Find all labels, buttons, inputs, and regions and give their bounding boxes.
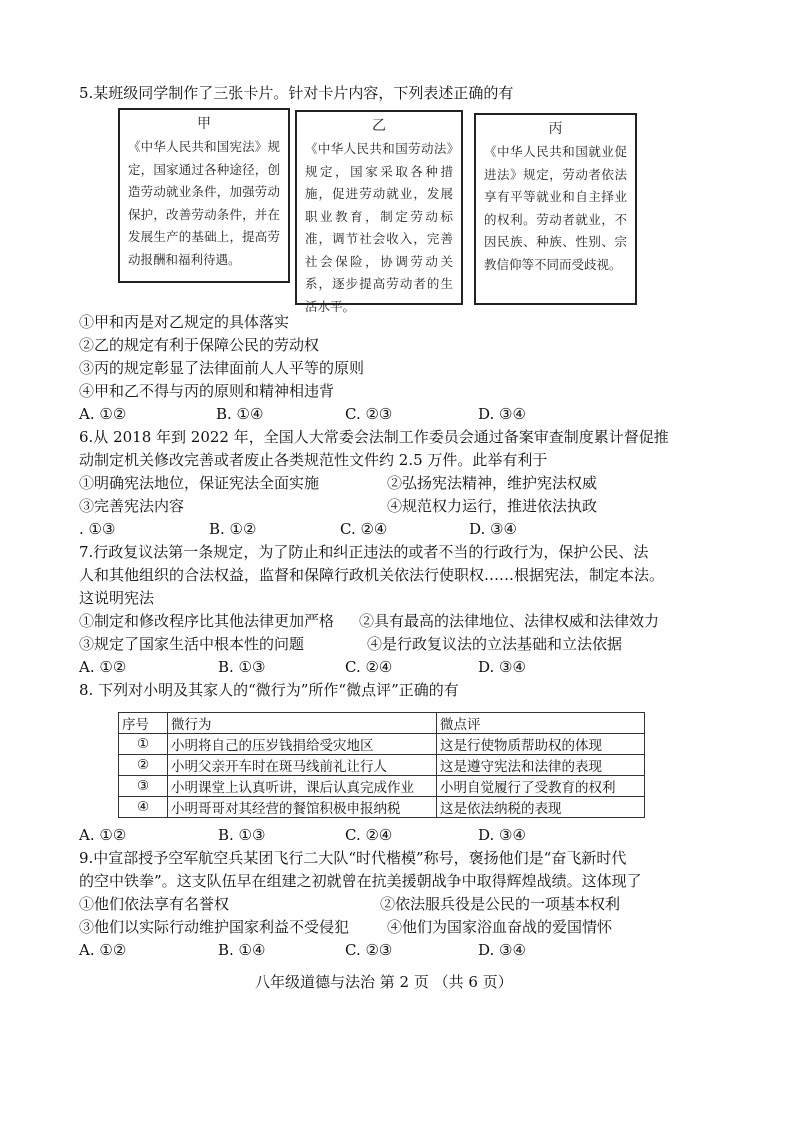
q5-statement-2: ②乙的规定有利于保障公民的劳动权 xyxy=(79,336,320,354)
q6-statement-2: ②弘扬宪法精神，维护宪法权威 xyxy=(387,474,598,492)
table-cell: ② xyxy=(119,755,168,776)
card-bing-title: 丙 xyxy=(548,121,563,137)
table-cell: 这是遵守宪法和法律的表现 xyxy=(437,755,645,776)
q6-statement-4: ④规范权力运行，推进依法执政 xyxy=(387,497,598,515)
q5-option-a: A. ①② xyxy=(79,405,127,423)
q5-statement-3: ③丙的规定彰显了法律面前人人平等的原则 xyxy=(79,359,365,377)
table-row xyxy=(119,755,645,776)
table-row xyxy=(119,734,645,755)
card-jia xyxy=(118,108,290,283)
card-bing xyxy=(474,113,637,305)
table-header-cell: 微行为 xyxy=(168,713,437,734)
card-yi xyxy=(295,110,463,314)
q6-statement-3: ③完善宪法内容 xyxy=(79,497,185,515)
q6-stem-line-2: 动制定机关修改完善或者废止各类规范性文件约 2.5 万件。此举有利于 xyxy=(79,451,548,469)
table-cell: 小明哥哥对其经营的餐馆积极申报纳税 xyxy=(168,797,437,818)
table-cell: 小明父亲开车时在斑马线前礼让行人 xyxy=(168,755,437,776)
table-cell: 这是行使物质帮助权的体现 xyxy=(437,734,645,755)
q9-option-a: A. ①② xyxy=(79,941,127,959)
q6-option-b: B. ①② xyxy=(209,520,257,538)
q6-statement-1: ①明确宪法地位，保证宪法全面实施 xyxy=(79,474,320,492)
q5-statement-1: ①甲和丙是对乙规定的具体落实 xyxy=(79,313,290,331)
q6-stem-line-1: 6.从 2018 年到 2022 年，全国人大常委会法制工作委员会通过备案审查制度累计督促推 xyxy=(79,428,669,446)
q5-stem: 5.某班级同学制作了三张卡片。针对卡片内容，下列表述正确的有 xyxy=(79,84,514,102)
table-cell: 这是依法纳税的表现 xyxy=(437,797,645,818)
q7-option-a: A. ①② xyxy=(79,658,127,676)
q8-option-d: D. ③④ xyxy=(478,826,526,844)
q5-statement-4: ④甲和乙不得与丙的原则和精神相违背 xyxy=(79,382,335,400)
q5-option-c: C. ②③ xyxy=(345,405,393,423)
table-cell: 小明自觉履行了受教育的权利 xyxy=(437,776,645,797)
q9-statement-2: ②依法服兵役是公民的一项基本权利 xyxy=(380,895,621,913)
q9-option-d: D. ③④ xyxy=(478,941,526,959)
q9-option-c: C. ②③ xyxy=(345,941,393,959)
table-cell: ① xyxy=(119,734,168,755)
q7-option-c: C. ②④ xyxy=(345,658,393,676)
card-yi-title: 乙 xyxy=(372,118,386,134)
table-header-row xyxy=(119,713,645,734)
q5-option-d: D. ③④ xyxy=(478,405,526,423)
q9-statement-3: ③他们以实际行动维护国家利益不受侵犯 xyxy=(79,918,350,936)
q5-option-b: B. ①④ xyxy=(216,405,264,423)
card-jia-title: 甲 xyxy=(197,116,211,132)
q6-option-a: . ①③ xyxy=(79,520,116,538)
q9-stem-line-2: 的空中铁拳”。这支队伍早在组建之初就曾在抗美援朝战争中取得辉煌战绩。这体现了 xyxy=(79,872,642,890)
q8-option-a: A. ①② xyxy=(79,826,127,844)
q7-stem-line-3: 这说明宪法 xyxy=(79,589,155,607)
q9-stem-line-1: 9.中宣部授予空军航空兵某团飞行二大队“时代楷模”称号，褒扬他们是“奋飞新时代 xyxy=(79,849,627,867)
q7-statement-1: ①制定和修改程序比其他法律更加严格 xyxy=(79,612,335,630)
card-bing-body: 《中华人民共和国就业促进法》规定，劳动者依法享有平等就业和自主择业的权利。劳动者就业，不因民族、种族、性别、宗教信仰等不同而受歧视。 xyxy=(484,144,627,272)
q8-table xyxy=(118,712,645,818)
q6-option-c: C. ②④ xyxy=(340,520,388,538)
table-row xyxy=(119,797,645,818)
q8-option-b: B. ①③ xyxy=(218,826,266,844)
card-jia-body: 《中华人民共和国宪法》规定，国家通过各种途径，创造劳动就业条件，加强劳动保护，改善劳动条件，并在发展生产的基础上，提高劳动报酬和福利待遇。 xyxy=(128,139,280,267)
table-cell: 小明将自己的压岁钱捐给受灾地区 xyxy=(168,734,437,755)
table-header-cell: 微点评 xyxy=(437,713,645,734)
q7-statement-3: ③规定了国家生活中根本性的问题 xyxy=(79,635,305,653)
q7-stem-line-2: 人和其他组织的合法权益，监督和保障行政机关依法行使职权……根据宪法，制定本法。 xyxy=(79,566,665,584)
page-footer: 八年级道德与法治 第 2 页 （共 6 页） xyxy=(255,973,513,991)
table-cell: ③ xyxy=(119,776,168,797)
q7-stem-line-1: 7.行政复议法第一条规定，为了防止和纠正违法的或者不当的行政行为，保护公民、法 xyxy=(79,543,649,561)
table-header-cell: 序号 xyxy=(119,713,168,734)
q7-option-b: B. ①③ xyxy=(218,658,266,676)
table-cell: 小明课堂上认真听讲，课后认真完成作业 xyxy=(168,776,437,797)
table-row xyxy=(119,776,645,797)
q7-option-d: D. ③④ xyxy=(478,658,526,676)
q7-statement-2: ②具有最高的法律地位、法律权威和法律效力 xyxy=(359,612,660,630)
q6-option-d: D. ③④ xyxy=(469,520,517,538)
q9-option-b: B. ①④ xyxy=(218,941,266,959)
q8-stem: 8. 下列对小明及其家人的“微行为”所作“微点评”正确的有 xyxy=(79,681,459,699)
q8-option-c: C. ②④ xyxy=(345,826,393,844)
q7-statement-4: ④是行政复议法的立法基础和立法依据 xyxy=(367,635,623,653)
q9-statement-4: ④他们为国家浴血奋战的爱国情怀 xyxy=(387,918,613,936)
q9-statement-1: ①他们依法享有名誉权 xyxy=(79,895,230,913)
card-yi-body: 《中华人民共和国劳动法》规定，国家采取各种措施，促进劳动就业，发展职业教育，制定劳动标准，调节社会收入，完善社会保险，协调劳动关系，逐步提高劳动者的生活水平。 xyxy=(305,141,453,314)
table-cell: ④ xyxy=(119,797,168,818)
